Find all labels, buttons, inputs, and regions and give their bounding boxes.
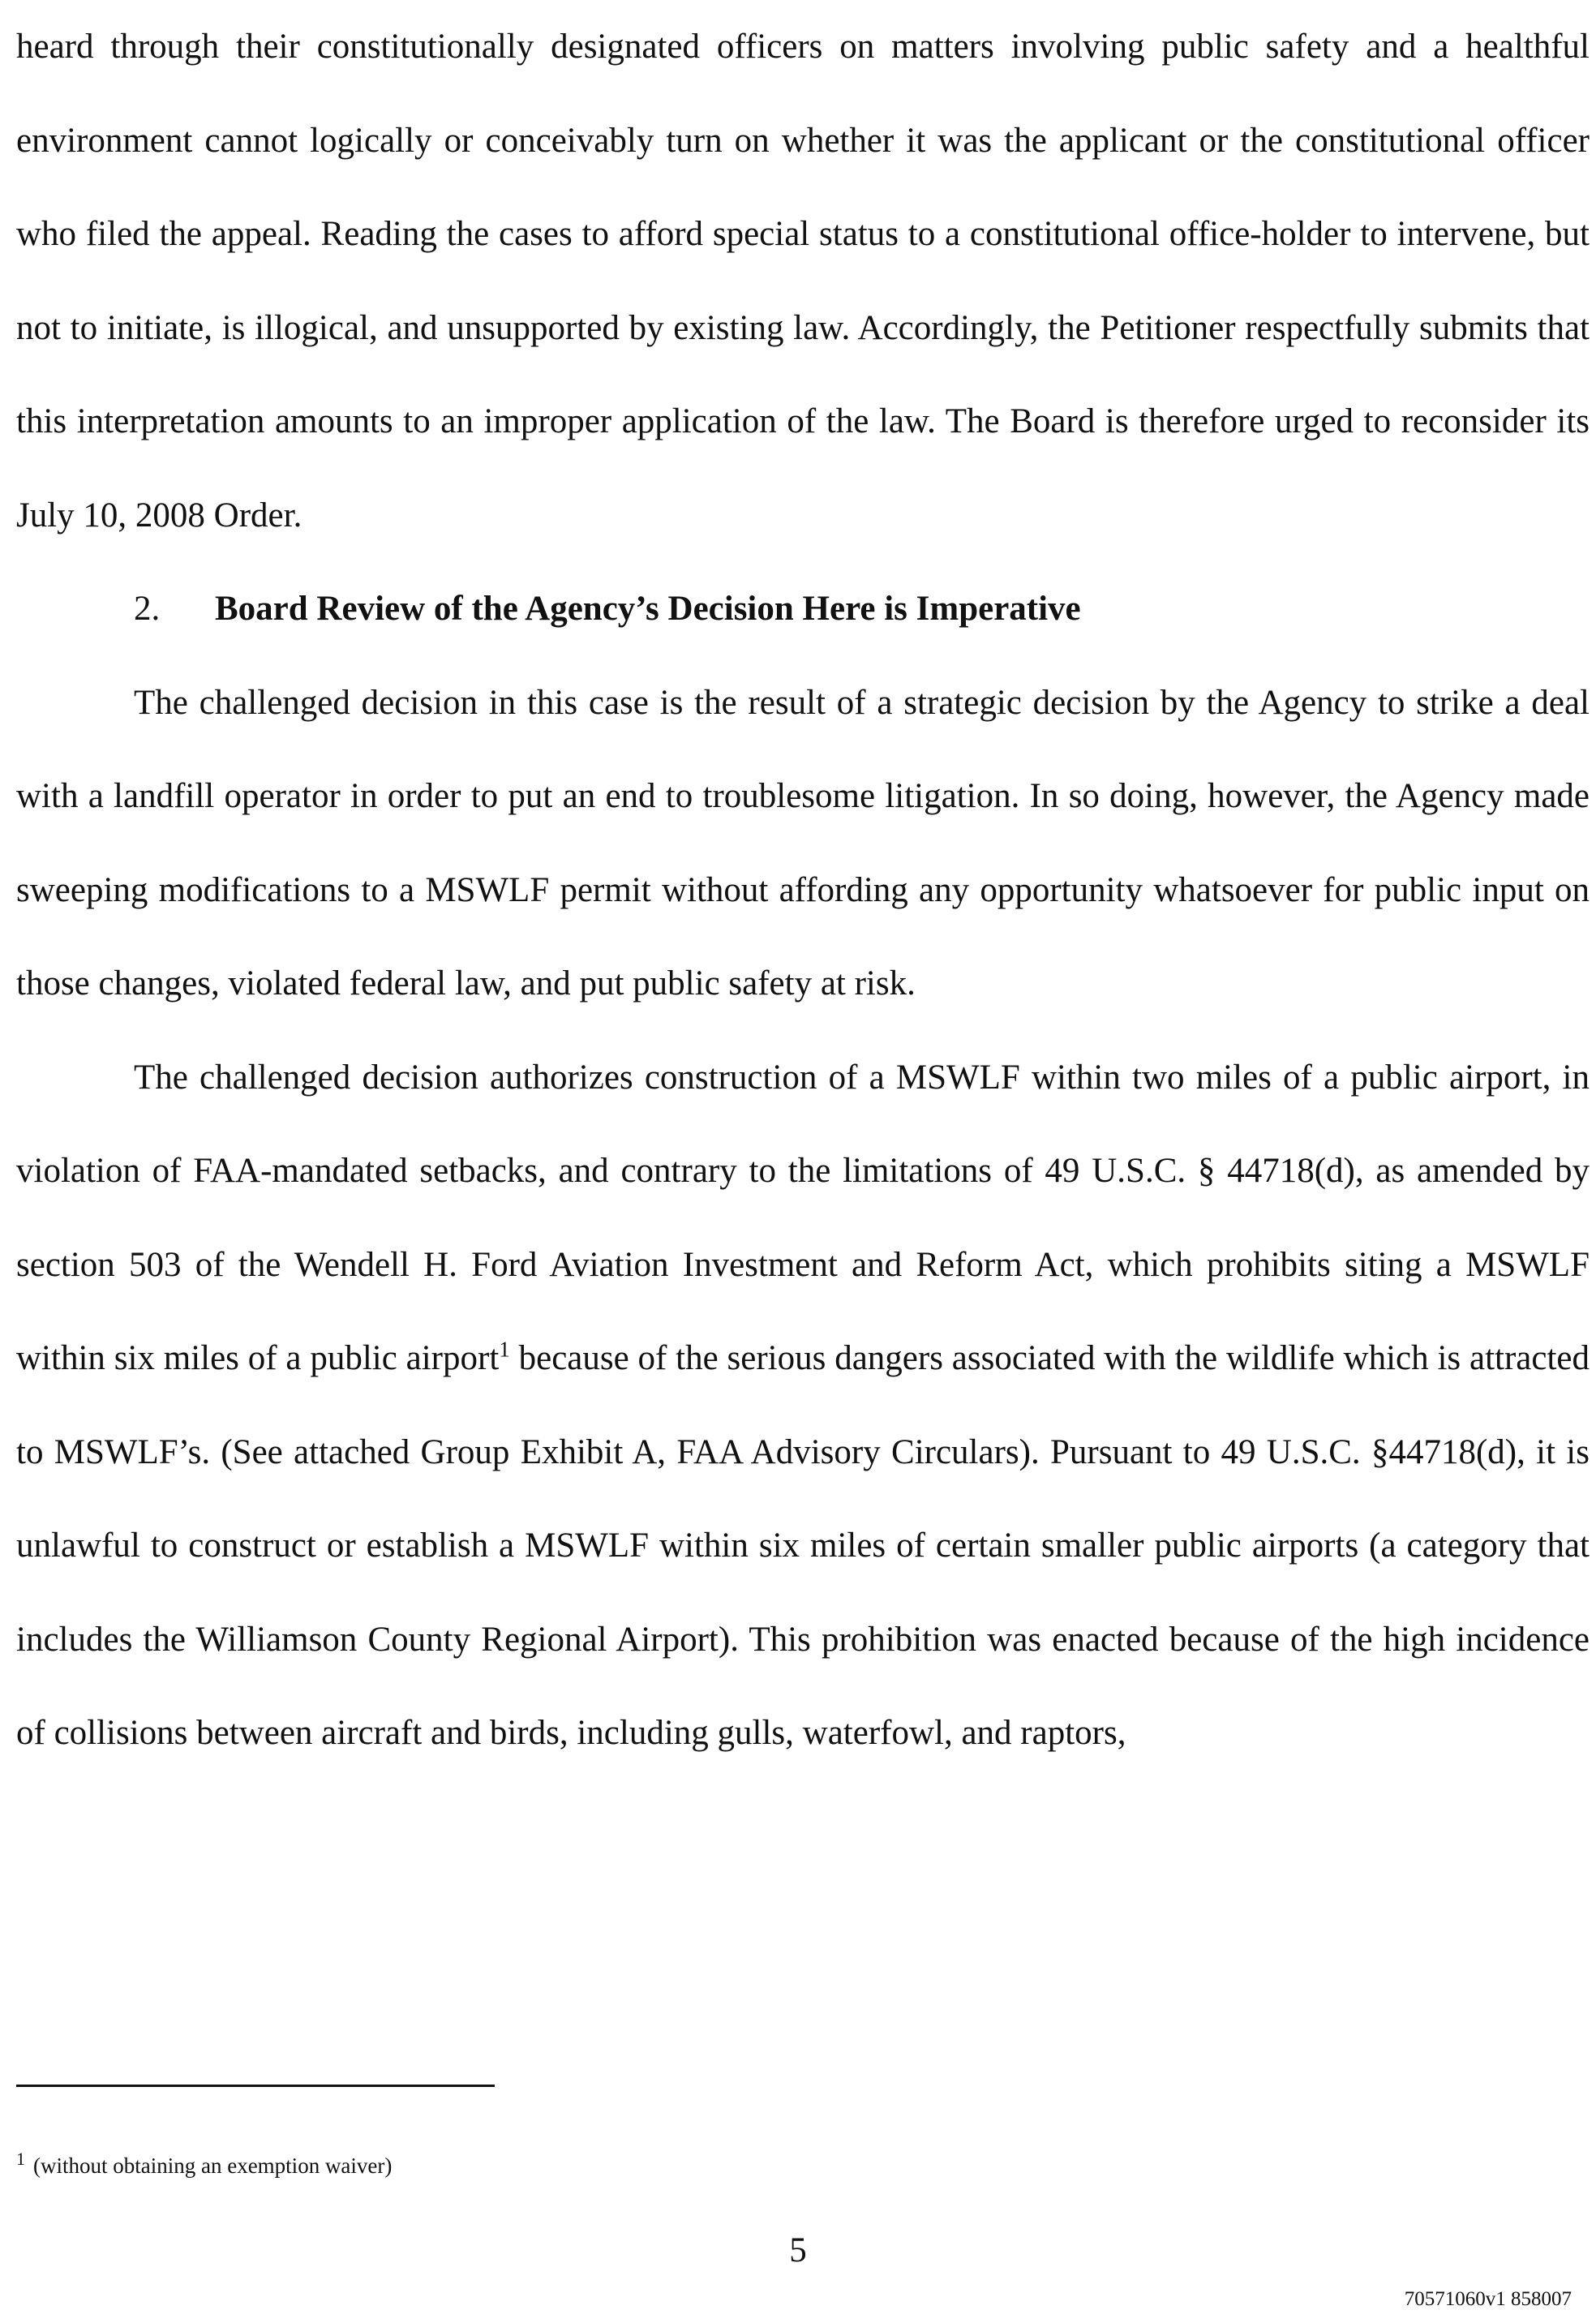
page-number: 5 bbox=[789, 2231, 807, 2269]
footnote-text: (without obtaining an exemption waiver) bbox=[33, 2153, 393, 2178]
paragraph-text-part-1: The challenged decision authorizes construction of a MSWLF within two miles of a public airport, in violation of FAA-mandated setbacks, and contrary to the limitations of 49 U.S.C. § 44718(d), as amended by section 503 of the Wendell H. Ford Aviation Investment and Reform Act, which prohibits siting a MSWLF within six miles of a public airport bbox=[16, 1058, 1590, 1377]
footnote-divider bbox=[16, 2085, 495, 2087]
paragraph-continuation: heard through their constitutionally designated officers on matters involving public safety and a healthful environment cannot logically or conceivably turn on whether it was the applicant or the constitutional officer who filed the appeal. Reading the cases to afford special status to a constitutional office-holder to intervene, but not to initiate, is illogical, and unsupported by existing law. Accordingly, the Petitioner respectfully submits that this interpretation amounts to an improper application of the law. The Board is therefore urged to reconsider its July 10, 2008 Order. bbox=[16, 28, 1590, 535]
footnote bbox=[16, 2151, 392, 2180]
body-text bbox=[16, 0, 1590, 1780]
document-id: 70571060v1 858007 bbox=[1404, 2288, 1572, 2310]
section-title: Board Review of the Agency’s Decision Here is Imperative bbox=[215, 590, 1081, 628]
footnote-reference[interactable]: 1 bbox=[499, 1337, 510, 1362]
section-number: 2. bbox=[134, 590, 161, 628]
footnote-marker: 1 bbox=[16, 2149, 25, 2169]
section-heading bbox=[16, 562, 1590, 656]
paragraph-strategic-decision: The challenged decision in this case is the result of a strategic decision by the Agency to strike a deal with a landfill operator in order to put an end to troublesome litigation. In so doing, however, the Agency made sweeping modifications to a MSWLF permit without affording any opportunity whatsoever for public input on those changes, violated federal law, and put public safety at risk. bbox=[16, 683, 1590, 1003]
paragraph-challenged-decision bbox=[16, 1031, 1590, 1780]
paragraph-text-part-2: because of the serious dangers associated with the wildlife which is attracted to MSWLF’s. (See attached Group Exhibit A, FAA Advisory Circulars). Pursuant to 49 U.S.C. §44718(d), it is unlawful to construct or establish a MSWLF within six miles of certain smaller public airports (a category that includes the Williamson County Regional Airport). This prohibition was enacted because of the high incidence of collisions between aircraft and birds, including gulls, waterfowl, and raptors, bbox=[16, 1339, 1590, 1752]
